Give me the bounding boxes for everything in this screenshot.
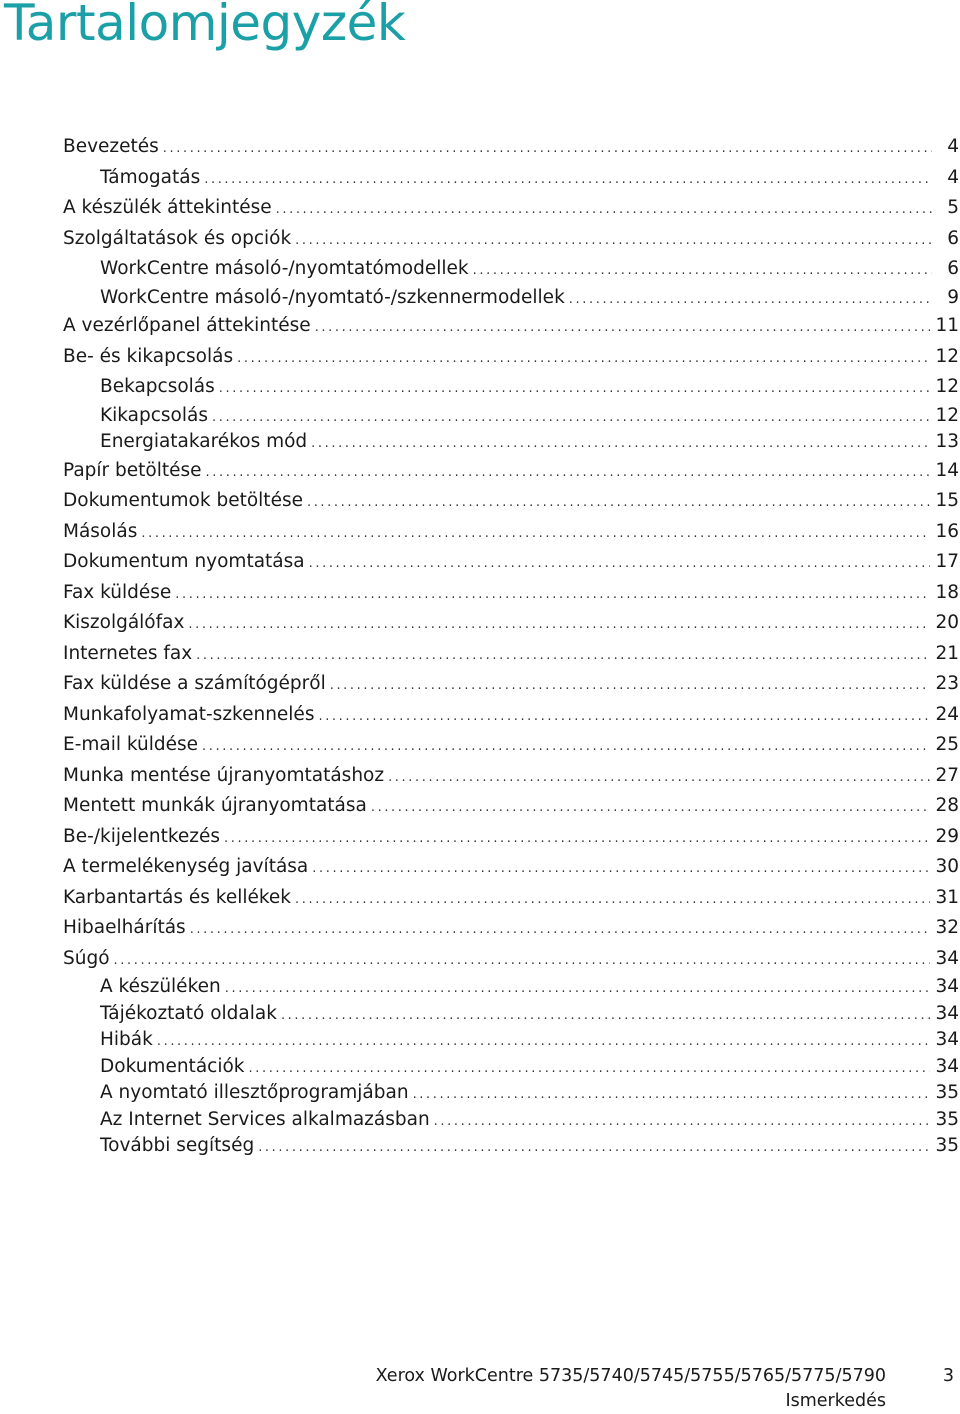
toc-entry[interactable] — [63, 517, 959, 548]
toc-entry-page: 24 — [935, 703, 959, 725]
toc-entry-label: Be-/kijelentkezés — [63, 825, 221, 847]
toc-entry-label: Tájékoztató oldalak — [100, 1002, 277, 1024]
toc-entry-page: 12 — [935, 404, 959, 426]
toc-entry[interactable] — [63, 608, 959, 639]
toc-dot-leader — [295, 226, 932, 257]
toc-dot-leader — [157, 1029, 931, 1056]
toc-entry-page: 34 — [935, 947, 959, 969]
toc-dot-leader — [237, 344, 930, 375]
toc-entry[interactable] — [63, 730, 959, 761]
toc-entry-page: 28 — [935, 795, 959, 816]
toc-entry-page: 34 — [935, 1055, 959, 1077]
toc-entry-page: 20 — [935, 612, 959, 633]
toc-entry-label: A készüléken — [100, 976, 221, 997]
toc-dot-leader — [219, 374, 931, 405]
toc-entry-label: Az Internet Services alkalmazásban — [100, 1108, 430, 1130]
toc-entry[interactable] — [63, 254, 959, 285]
toc-entry[interactable] — [63, 639, 959, 670]
toc-entry[interactable] — [63, 372, 959, 403]
toc-entry-label: Kiszolgálófax — [63, 612, 185, 633]
toc-entry[interactable] — [63, 669, 959, 700]
toc-entry-label: A vezérlőpanel áttekintése — [63, 315, 311, 336]
toc-entry-label: Kikapcsolás — [100, 404, 208, 426]
toc-entry-label: A nyomtató illesztőprogramjában — [100, 1082, 409, 1103]
toc-entry-page: 21 — [935, 642, 959, 664]
toc-dot-leader — [307, 488, 930, 519]
toc-dot-leader — [276, 195, 932, 226]
toc-entry-page: 14 — [935, 459, 959, 481]
toc-entry-label: Dokumentációk — [100, 1055, 245, 1077]
page-footer — [300, 1364, 886, 1414]
toc-dot-leader — [114, 946, 931, 977]
toc-entry-page: 34 — [935, 1029, 959, 1050]
table-of-contents — [63, 132, 959, 1160]
toc-entry-page: 11 — [935, 315, 959, 336]
toc-entry-page: 12 — [935, 376, 959, 397]
toc-dot-leader — [202, 732, 930, 763]
toc-entry[interactable] — [63, 1027, 959, 1054]
toc-entry[interactable] — [63, 1054, 959, 1081]
toc-entry-page: 13 — [935, 431, 959, 452]
toc-entry-label: Másolás — [63, 520, 138, 542]
toc-entry-label: Munkafolyamat-szkennelés — [63, 703, 315, 725]
toc-entry-page: 25 — [935, 734, 959, 755]
toc-entry-page: 35 — [935, 1082, 959, 1103]
toc-entry[interactable] — [63, 1107, 959, 1134]
toc-dot-leader — [249, 1056, 931, 1083]
toc-dot-leader — [311, 431, 930, 458]
toc-entry-page: 27 — [935, 764, 959, 786]
toc-dot-leader — [204, 165, 932, 196]
toc-entry-label: Bevezetés — [63, 136, 159, 157]
toc-dot-leader — [141, 519, 930, 550]
toc-entry-label: Papír betöltése — [63, 459, 202, 481]
toc-entry[interactable] — [63, 163, 959, 194]
toc-entry-page: 34 — [935, 1002, 959, 1024]
toc-entry[interactable] — [63, 852, 959, 883]
toc-dot-leader — [569, 287, 932, 314]
toc-entry-label: Munka mentése újranyomtatáshoz — [63, 764, 385, 786]
toc-dot-leader — [473, 256, 932, 287]
toc-entry[interactable] — [63, 822, 959, 853]
toc-dot-leader — [190, 915, 931, 946]
toc-entry-page: 23 — [935, 673, 959, 694]
toc-dot-leader — [309, 549, 931, 580]
toc-entry[interactable] — [63, 1133, 959, 1160]
toc-dot-leader — [206, 458, 931, 489]
toc-entry-page: 34 — [935, 976, 959, 997]
toc-entry-label: Bekapcsolás — [100, 376, 215, 397]
toc-entry-label: További segítség — [100, 1135, 255, 1156]
toc-entry[interactable] — [63, 193, 959, 224]
toc-entry-label: Fax küldése — [63, 581, 172, 603]
toc-dot-leader — [196, 641, 930, 672]
toc-dot-leader — [295, 885, 930, 916]
toc-entry-page: 5 — [947, 197, 959, 218]
footer-page-number: 3 — [942, 1366, 954, 1386]
toc-entry-page: 35 — [935, 1135, 959, 1156]
toc-entry[interactable] — [63, 456, 959, 487]
toc-dot-leader — [188, 610, 930, 641]
toc-entry[interactable] — [63, 132, 959, 163]
toc-entry[interactable] — [63, 486, 959, 517]
toc-dot-leader — [371, 793, 931, 824]
toc-entry[interactable] — [63, 913, 959, 944]
toc-entry-label: Szolgáltatások és opciók — [63, 227, 292, 249]
toc-dot-leader — [163, 134, 932, 165]
toc-dot-leader — [388, 763, 930, 794]
toc-entry[interactable] — [63, 1080, 959, 1107]
toc-entry[interactable] — [63, 403, 959, 430]
toc-dot-leader — [318, 702, 930, 733]
toc-entry[interactable] — [63, 429, 959, 456]
toc-entry-label: Hibaelhárítás — [63, 917, 186, 938]
toc-entry-page: 15 — [935, 490, 959, 511]
toc-entry-label: Támogatás — [100, 166, 201, 188]
toc-entry[interactable] — [63, 883, 959, 914]
toc-entry-label: E-mail küldése — [63, 734, 199, 755]
toc-entry-label: Internetes fax — [63, 642, 193, 664]
toc-dot-leader — [434, 1109, 931, 1136]
toc-entry-label: A termelékenység javítása — [63, 856, 309, 877]
toc-dot-leader — [212, 405, 930, 432]
toc-dot-leader — [312, 854, 930, 885]
toc-entry-page: 12 — [935, 345, 959, 367]
toc-entry-label: Fax küldése a számítógépről — [63, 673, 326, 694]
toc-entry[interactable] — [63, 578, 959, 609]
toc-entry-page: 6 — [947, 258, 959, 279]
toc-entry-label: Be- és kikapcsolás — [63, 345, 234, 367]
toc-entry[interactable] — [63, 311, 959, 342]
toc-entry-page: 35 — [935, 1108, 959, 1130]
toc-entry-label: Súgó — [63, 947, 110, 969]
toc-entry[interactable] — [63, 1001, 959, 1028]
toc-entry-page: 4 — [947, 136, 959, 157]
toc-entry-label: Hibák — [100, 1029, 153, 1050]
toc-dot-leader — [281, 1003, 931, 1030]
toc-entry-label: WorkCentre másoló-/nyomtató-/szkennermodellek — [100, 286, 565, 308]
toc-entry[interactable] — [63, 791, 959, 822]
toc-entry-label: Karbantartás és kellékek — [63, 886, 292, 908]
toc-entry-page: 18 — [935, 581, 959, 603]
toc-entry-page: 32 — [935, 917, 959, 938]
toc-entry-page: 30 — [935, 856, 959, 877]
toc-entry-label: A készülék áttekintése — [63, 197, 272, 218]
toc-entry[interactable] — [63, 761, 959, 792]
toc-entry[interactable] — [63, 342, 959, 373]
toc-dot-leader — [175, 580, 930, 611]
toc-entry-page: 17 — [935, 551, 959, 572]
toc-entry-label: WorkCentre másoló-/nyomtatómodellek — [100, 258, 469, 279]
toc-entry-label: Energiatakarékos mód — [100, 431, 308, 452]
toc-dot-leader — [258, 1135, 930, 1162]
toc-entry-page: 31 — [935, 886, 959, 908]
toc-entry[interactable] — [63, 547, 959, 578]
toc-entry-page: 9 — [947, 286, 959, 308]
toc-entry-page: 16 — [935, 520, 959, 542]
toc-entry-label: Dokumentum nyomtatása — [63, 551, 305, 572]
toc-entry[interactable] — [63, 700, 959, 731]
page-title: Tartalomjegyzék — [4, 0, 406, 52]
toc-entry[interactable] — [63, 974, 959, 1001]
toc-entry[interactable] — [63, 285, 959, 312]
toc-entry-page: 6 — [947, 227, 959, 249]
toc-dot-leader — [224, 824, 930, 855]
toc-entry-page: 29 — [935, 825, 959, 847]
toc-entry[interactable] — [63, 224, 959, 255]
toc-dot-leader — [225, 976, 931, 1003]
toc-entry[interactable] — [63, 944, 959, 975]
footer-product: Xerox WorkCentre 5735/5740/5745/5755/5765/5775/5790 — [375, 1366, 886, 1386]
toc-entry-label: Dokumentumok betöltése — [63, 490, 303, 511]
toc-dot-leader — [413, 1082, 931, 1109]
toc-dot-leader — [330, 671, 931, 702]
toc-dot-leader — [315, 313, 931, 344]
toc-entry-page: 4 — [947, 166, 959, 188]
footer-section: Ismerkedés — [785, 1391, 886, 1411]
toc-entry-label: Mentett munkák újranyomtatása — [63, 795, 367, 816]
